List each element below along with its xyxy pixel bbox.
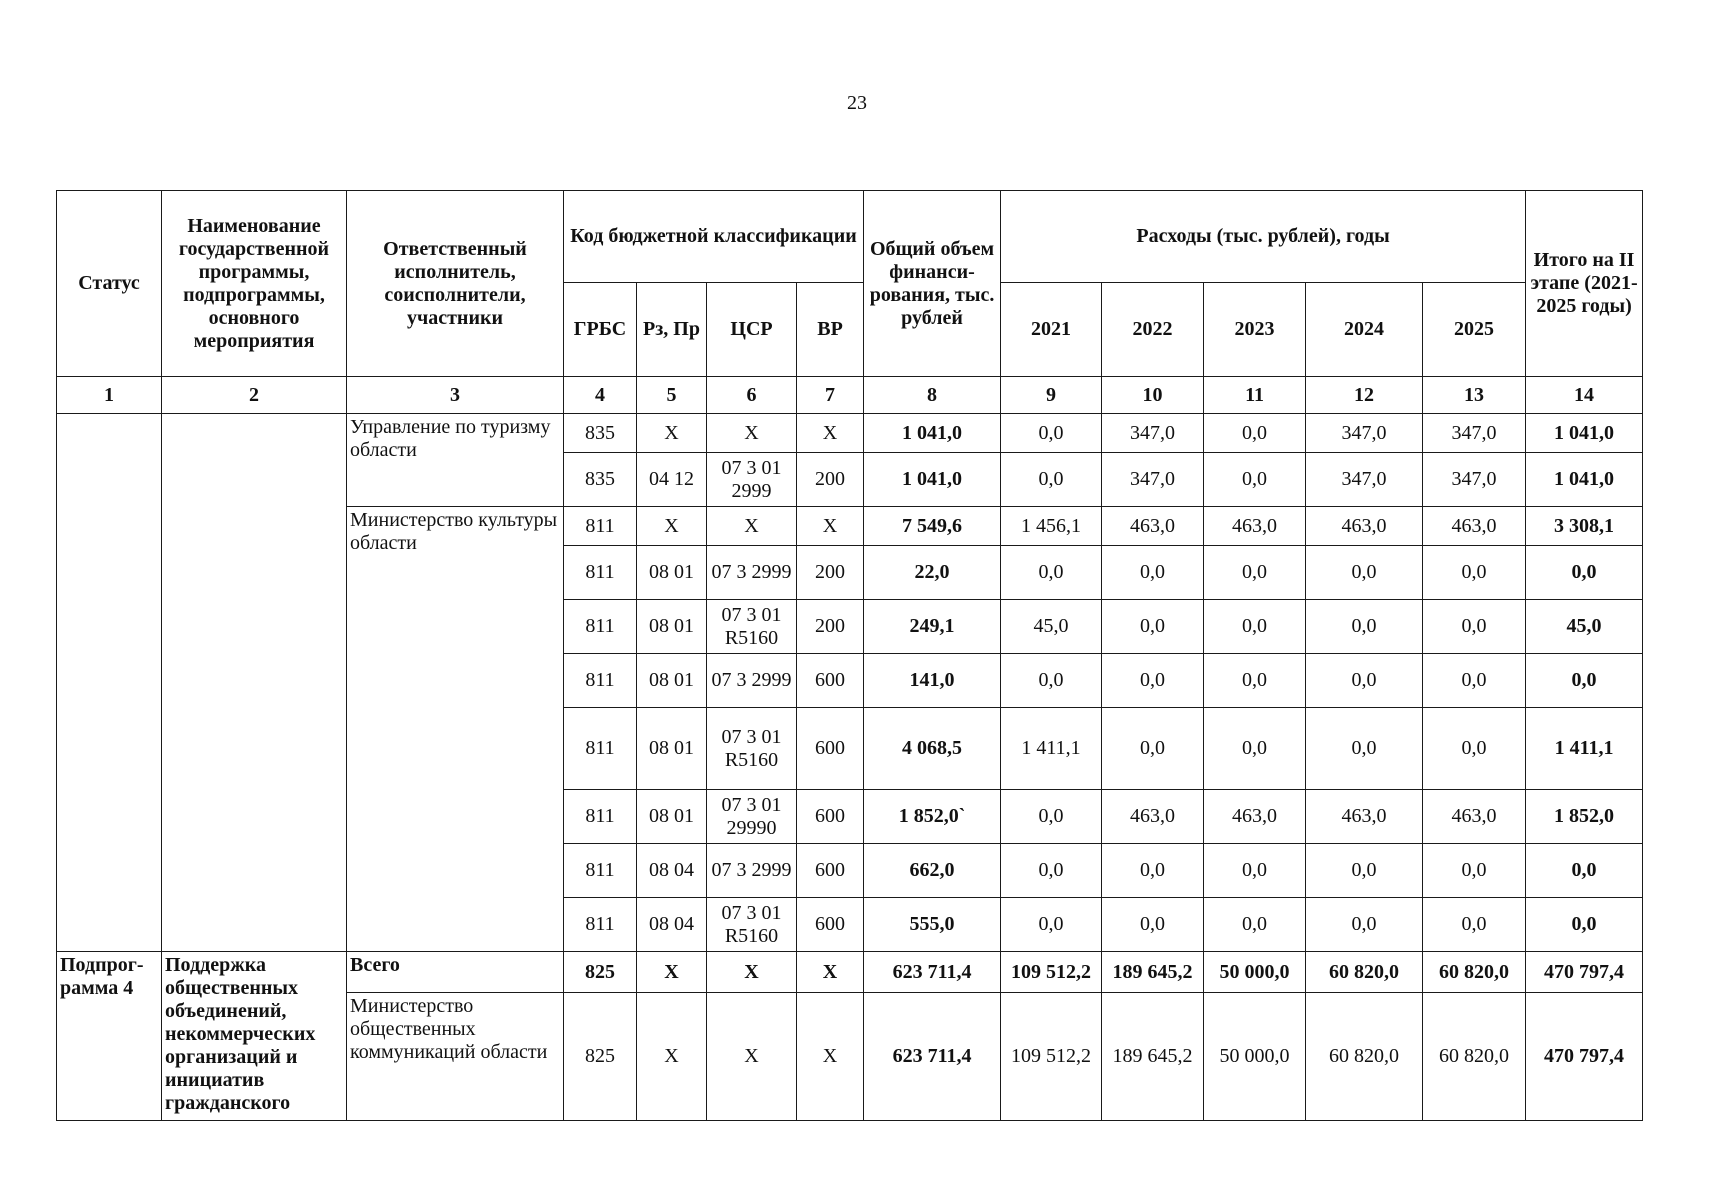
year-2023-cell: 0,0	[1204, 898, 1306, 952]
stage-total-cell: 0,0	[1526, 654, 1643, 708]
header-rzpr: Рз, Пр	[637, 283, 707, 377]
csr-cell: 07 3 01 29990	[707, 790, 797, 844]
year-2025-cell: 0,0	[1423, 898, 1526, 952]
year-2025-cell: 463,0	[1423, 790, 1526, 844]
header-total-volume: Общий объем финанси-рования, тыс. рублей	[864, 191, 1001, 377]
year-2024-cell: 0,0	[1306, 898, 1423, 952]
header-budget-code: Код бюджетной классификации	[564, 191, 864, 283]
year-2025-cell: 0,0	[1423, 844, 1526, 898]
year-2023-cell: 463,0	[1204, 790, 1306, 844]
vr-cell: Х	[797, 507, 864, 546]
rzpr-cell: 08 01	[637, 600, 707, 654]
vr-cell: 200	[797, 600, 864, 654]
budget-table	[56, 190, 1643, 1121]
total-cell: 1 041,0	[864, 414, 1001, 453]
header-stage-total: Итого на II этапе (2021-2025 годы)	[1526, 191, 1643, 377]
year-2025-cell: 347,0	[1423, 414, 1526, 453]
rzpr-cell: 08 04	[637, 844, 707, 898]
year-2024-cell: 60 820,0	[1306, 952, 1423, 993]
year-2021-cell: 0,0	[1001, 654, 1102, 708]
year-2023-cell: 463,0	[1204, 507, 1306, 546]
total-cell: 555,0	[864, 898, 1001, 952]
column-number-row	[57, 377, 1643, 414]
year-2024-cell: 0,0	[1306, 844, 1423, 898]
year-2021-cell: 109 512,2	[1001, 993, 1102, 1121]
csr-cell: 07 3 01 2999	[707, 453, 797, 507]
year-2024-cell: 463,0	[1306, 507, 1423, 546]
rzpr-cell: 08 04	[637, 898, 707, 952]
grbs-cell: 835	[564, 414, 637, 453]
vr-cell: 600	[797, 654, 864, 708]
rzpr-cell: 04 12	[637, 453, 707, 507]
year-2021-cell: 0,0	[1001, 844, 1102, 898]
executor-total-label: Всего	[347, 952, 564, 993]
year-2024-cell: 0,0	[1306, 546, 1423, 600]
year-2021-cell: 109 512,2	[1001, 952, 1102, 993]
year-2024-cell: 0,0	[1306, 708, 1423, 790]
rzpr-cell: 08 01	[637, 546, 707, 600]
total-cell: 249,1	[864, 600, 1001, 654]
header-executor: Ответственный исполнитель, соисполнители, участники	[347, 191, 564, 377]
csr-cell: 07 3 2999	[707, 654, 797, 708]
header-year-2022: 2022	[1102, 283, 1204, 377]
total-cell: 1 852,0`	[864, 790, 1001, 844]
year-2023-cell: 0,0	[1204, 546, 1306, 600]
year-2025-cell: 60 820,0	[1423, 993, 1526, 1121]
program-name-cell-empty	[162, 414, 347, 952]
grbs-cell: 825	[564, 952, 637, 993]
year-2025-cell: 0,0	[1423, 654, 1526, 708]
csr-cell: Х	[707, 507, 797, 546]
year-2023-cell: 50 000,0	[1204, 952, 1306, 993]
stage-total-cell: 0,0	[1526, 546, 1643, 600]
grbs-cell: 811	[564, 507, 637, 546]
year-2025-cell: 347,0	[1423, 453, 1526, 507]
executor-culture: Министерство культуры области	[347, 507, 564, 952]
year-2022-cell: 189 645,2	[1102, 993, 1204, 1121]
column-number: 13	[1423, 377, 1526, 414]
year-2022-cell: 0,0	[1102, 654, 1204, 708]
subprogram-name: Поддержка общественных объединений, некоммерческих организаций и инициатив гражданского	[162, 952, 347, 1121]
header-expenses: Расходы (тыс. рублей), годы	[1001, 191, 1526, 283]
year-2022-cell: 0,0	[1102, 898, 1204, 952]
year-2024-cell: 60 820,0	[1306, 993, 1423, 1121]
csr-cell: 07 3 01 R5160	[707, 898, 797, 952]
year-2025-cell: 463,0	[1423, 507, 1526, 546]
stage-total-cell: 1 411,1	[1526, 708, 1643, 790]
year-2022-cell: 347,0	[1102, 414, 1204, 453]
rzpr-cell: Х	[637, 952, 707, 993]
column-number: 7	[797, 377, 864, 414]
stage-total-cell: 470 797,4	[1526, 993, 1643, 1121]
status-cell-empty	[57, 414, 162, 952]
year-2023-cell: 0,0	[1204, 414, 1306, 453]
year-2024-cell: 0,0	[1306, 600, 1423, 654]
header-vr: ВР	[797, 283, 864, 377]
grbs-cell: 811	[564, 708, 637, 790]
grbs-cell: 811	[564, 844, 637, 898]
csr-cell: 07 3 01 R5160	[707, 600, 797, 654]
csr-cell: 07 3 2999	[707, 844, 797, 898]
year-2023-cell: 0,0	[1204, 708, 1306, 790]
rzpr-cell: 08 01	[637, 790, 707, 844]
year-2025-cell: 0,0	[1423, 546, 1526, 600]
stage-total-cell: 1 852,0	[1526, 790, 1643, 844]
column-number: 8	[864, 377, 1001, 414]
column-number: 3	[347, 377, 564, 414]
vr-cell: Х	[797, 414, 864, 453]
year-2022-cell: 463,0	[1102, 790, 1204, 844]
header-year-2023: 2023	[1204, 283, 1306, 377]
year-2021-cell: 0,0	[1001, 546, 1102, 600]
stage-total-cell: 0,0	[1526, 898, 1643, 952]
year-2024-cell: 347,0	[1306, 453, 1423, 507]
total-cell: 4 068,5	[864, 708, 1001, 790]
year-2022-cell: 347,0	[1102, 453, 1204, 507]
stage-total-cell: 1 041,0	[1526, 453, 1643, 507]
stage-total-cell: 0,0	[1526, 844, 1643, 898]
column-number: 4	[564, 377, 637, 414]
year-2022-cell: 0,0	[1102, 546, 1204, 600]
header-grbs: ГРБС	[564, 283, 637, 377]
table-row	[57, 414, 1643, 453]
total-cell: 662,0	[864, 844, 1001, 898]
grbs-cell: 811	[564, 600, 637, 654]
year-2023-cell: 0,0	[1204, 844, 1306, 898]
csr-cell: Х	[707, 414, 797, 453]
year-2022-cell: 0,0	[1102, 844, 1204, 898]
executor-tourism: Управление по туризму области	[347, 414, 564, 507]
year-2022-cell: 0,0	[1102, 708, 1204, 790]
stage-total-cell: 470 797,4	[1526, 952, 1643, 993]
year-2021-cell: 0,0	[1001, 790, 1102, 844]
csr-cell: Х	[707, 993, 797, 1121]
total-cell: 623 711,4	[864, 952, 1001, 993]
csr-cell: Х	[707, 952, 797, 993]
total-cell: 22,0	[864, 546, 1001, 600]
year-2023-cell: 0,0	[1204, 453, 1306, 507]
year-2021-cell: 45,0	[1001, 600, 1102, 654]
stage-total-cell: 3 308,1	[1526, 507, 1643, 546]
column-number: 2	[162, 377, 347, 414]
year-2025-cell: 0,0	[1423, 708, 1526, 790]
year-2023-cell: 0,0	[1204, 600, 1306, 654]
year-2021-cell: 0,0	[1001, 414, 1102, 453]
year-2021-cell: 1 411,1	[1001, 708, 1102, 790]
stage-total-cell: 45,0	[1526, 600, 1643, 654]
csr-cell: 07 3 01 R5160	[707, 708, 797, 790]
rzpr-cell: Х	[637, 507, 707, 546]
grbs-cell: 825	[564, 993, 637, 1121]
page-number: 23	[847, 92, 867, 114]
rzpr-cell: Х	[637, 993, 707, 1121]
year-2025-cell: 0,0	[1423, 600, 1526, 654]
total-cell: 141,0	[864, 654, 1001, 708]
vr-cell: 200	[797, 546, 864, 600]
year-2022-cell: 189 645,2	[1102, 952, 1204, 993]
column-number: 10	[1102, 377, 1204, 414]
column-number: 9	[1001, 377, 1102, 414]
column-number: 14	[1526, 377, 1643, 414]
header-year-2021: 2021	[1001, 283, 1102, 377]
year-2022-cell: 463,0	[1102, 507, 1204, 546]
grbs-cell: 811	[564, 546, 637, 600]
header-program-name: Наименование государственной программы, подпрограммы, основного мероприятия	[162, 191, 347, 377]
column-number: 12	[1306, 377, 1423, 414]
column-number: 6	[707, 377, 797, 414]
year-2024-cell: 0,0	[1306, 654, 1423, 708]
executor-ministry-communications: Министерство общественных коммуникаций области	[347, 993, 564, 1121]
year-2023-cell: 50 000,0	[1204, 993, 1306, 1121]
year-2023-cell: 0,0	[1204, 654, 1306, 708]
total-cell: 7 549,6	[864, 507, 1001, 546]
csr-cell: 07 3 2999	[707, 546, 797, 600]
grbs-cell: 811	[564, 790, 637, 844]
vr-cell: 600	[797, 790, 864, 844]
grbs-cell: 835	[564, 453, 637, 507]
total-cell: 1 041,0	[864, 453, 1001, 507]
header-year-2025: 2025	[1423, 283, 1526, 377]
rzpr-cell: 08 01	[637, 654, 707, 708]
year-2025-cell: 60 820,0	[1423, 952, 1526, 993]
header-year-2024: 2024	[1306, 283, 1423, 377]
grbs-cell: 811	[564, 898, 637, 952]
column-number: 1	[57, 377, 162, 414]
column-number: 5	[637, 377, 707, 414]
year-2021-cell: 1 456,1	[1001, 507, 1102, 546]
grbs-cell: 811	[564, 654, 637, 708]
subprogram-status: Подпрог-рамма 4	[57, 952, 162, 1121]
vr-cell: 600	[797, 898, 864, 952]
column-number: 11	[1204, 377, 1306, 414]
rzpr-cell: Х	[637, 414, 707, 453]
table-row	[57, 952, 1643, 993]
year-2021-cell: 0,0	[1001, 898, 1102, 952]
vr-cell: Х	[797, 952, 864, 993]
vr-cell: Х	[797, 993, 864, 1121]
total-cell: 623 711,4	[864, 993, 1001, 1121]
header-csr: ЦСР	[707, 283, 797, 377]
year-2024-cell: 463,0	[1306, 790, 1423, 844]
year-2021-cell: 0,0	[1001, 453, 1102, 507]
stage-total-cell: 1 041,0	[1526, 414, 1643, 453]
rzpr-cell: 08 01	[637, 708, 707, 790]
year-2022-cell: 0,0	[1102, 600, 1204, 654]
vr-cell: 600	[797, 708, 864, 790]
year-2024-cell: 347,0	[1306, 414, 1423, 453]
vr-cell: 200	[797, 453, 864, 507]
vr-cell: 600	[797, 844, 864, 898]
header-status: Статус	[57, 191, 162, 377]
